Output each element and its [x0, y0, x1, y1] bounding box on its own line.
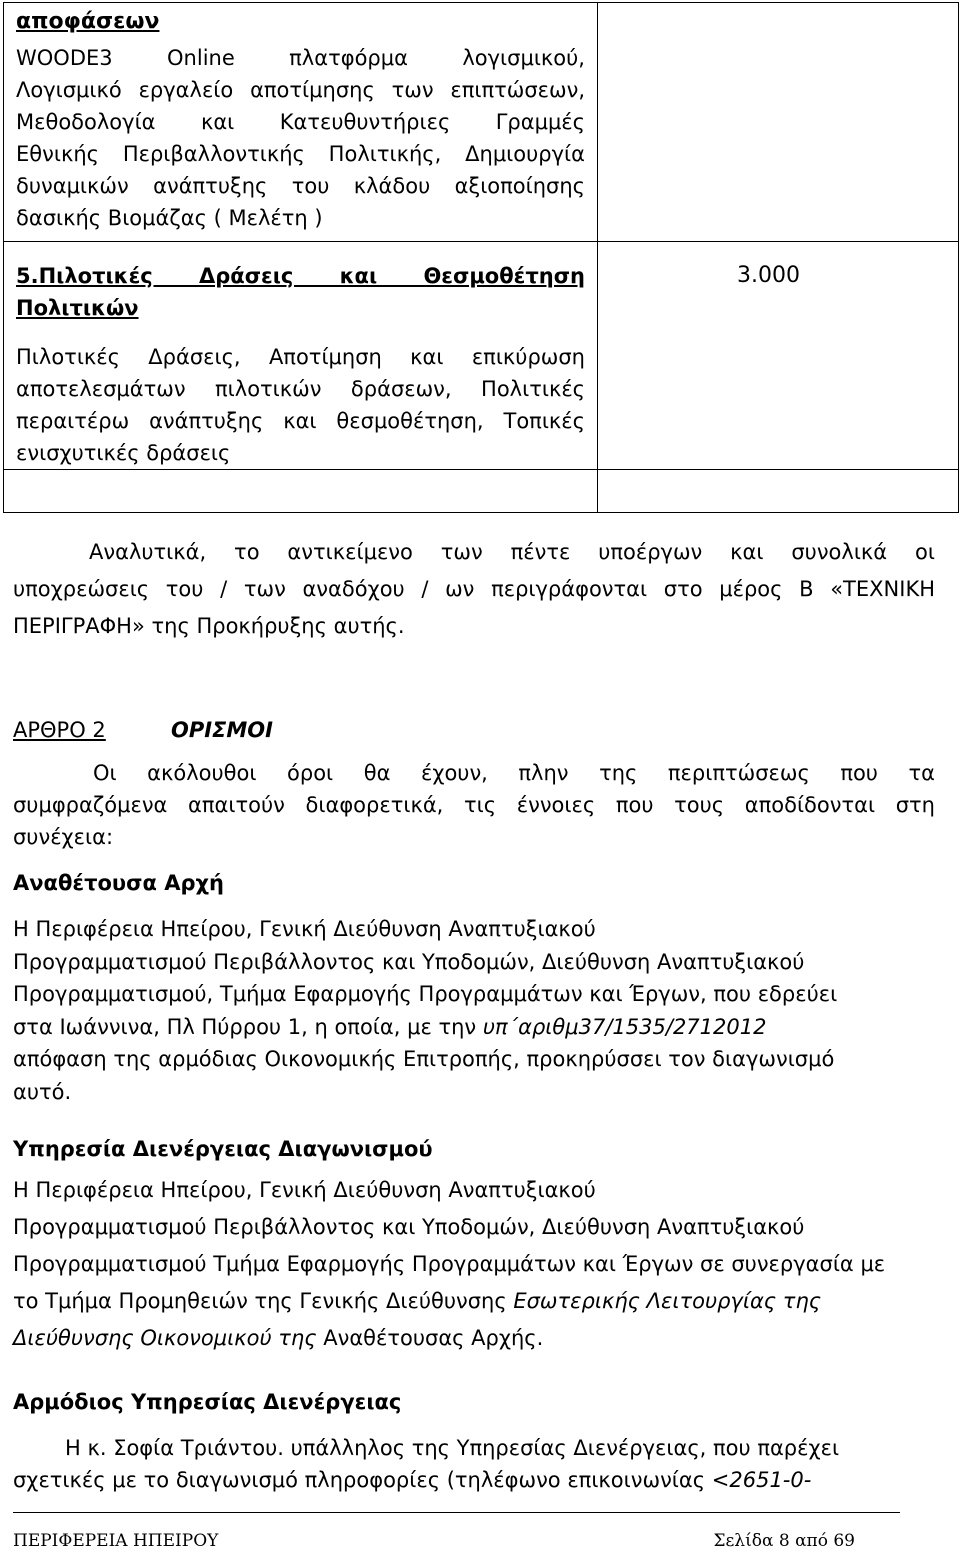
paragraph-line: ΠΕΡΙΓΡΑΦΗ» της Προκήρυξης αυτής. — [13, 614, 405, 638]
line-text: σχετικές με το διαγωνισμό πληροφορίες (τηλέφωνο επικοινωνίας — [13, 1468, 712, 1492]
intro-line: συνέχεια: — [13, 825, 114, 849]
definition-service — [13, 1133, 935, 1165]
row-text-line: Εθνικής Περιβαλλοντικής Πολιτικής, Δημιουργία — [16, 142, 585, 166]
definition-line: Προγραμματισμού, Τμήμα Εφαρμογής Προγραμμάτων και Έργων, που εδρεύει — [13, 982, 838, 1006]
footer-left: ΠΕΡΙΦΕΡΕΙΑ ΗΠΕΙΡΟΥ — [13, 1531, 219, 1551]
row-text-line: περαιτέρω ανάπτυξης και θεσμοθέτηση, Τοπικές — [16, 409, 585, 433]
paragraph-line: υποχρεώσεις του / των αναδόχου / ων περιγράφονται στο μέρος Β «ΤΕΧΝΙΚΗ — [13, 577, 935, 601]
definition-heading: Υπηρεσία Διενέργειας Διαγωνισμού — [13, 1137, 433, 1161]
row-text-line: δασικής Βιομάζας ( Μελέτη ) — [16, 206, 323, 230]
subprojects-table — [3, 2, 959, 513]
definition-line: Η κ. Σοφία Τριάντου. υπάλληλος της Υπηρεσίας Διενέργειας, που παρέχει — [65, 1436, 840, 1460]
row-text-line: δυναμικών ανάπτυξης του κλάδου αξιοποίησης — [16, 174, 585, 198]
definition-line: Προγραμματισμού Τμήμα Εφαρμογής Προγραμμάτων και Έργων σε συνεργασία με — [13, 1252, 886, 1276]
amount-value: 3.000 — [737, 263, 800, 288]
paragraph-line: Αναλυτικά, το αντικείμενο των πέντε υποέργων και συνολικά οι — [89, 540, 935, 564]
definition-contracting-authority — [13, 867, 935, 899]
definition-line: Η Περιφέρεια Ηπείρου, Γενική Διεύθυνση Αναπτυξιακού — [13, 917, 596, 941]
definition-text — [13, 1172, 935, 1357]
definition-line: αυτό. — [13, 1079, 72, 1104]
definition-line: Η Περιφέρεια Ηπείρου, Γενική Διεύθυνση Αναπτυξιακού — [13, 1178, 596, 1202]
article-title: ΟΡΙΣΜΟΙ — [171, 718, 273, 742]
row-text-line: Μεθοδολογία και Κατευθυντήριες Γραμμές — [16, 110, 585, 134]
article-label: ΑΡΘΡΟ 2 — [13, 718, 106, 742]
phone-number: <2651-0- — [711, 1468, 812, 1492]
italic-text: Εσωτερικής Λειτουργίας της — [513, 1289, 822, 1313]
row-text-line: αποτελεσμάτων πιλοτικών δράσεων, Πολιτικές — [16, 377, 585, 401]
row-title: 5.Πιλοτικές Δράσεις και Θεσμοθέτηση — [16, 264, 585, 288]
italic-text: Διεύθυνσης Οικονομικού της — [13, 1326, 317, 1350]
table-cell-description — [4, 242, 598, 470]
row-text-line: ενισχυτικές δράσεις — [16, 441, 231, 465]
definition-competent-officer — [13, 1386, 935, 1418]
definition-line: απόφαση της αρμόδιας Οικονομικής Επιτροπής, προκηρύσσει τον διαγωνισμό — [13, 1047, 835, 1071]
intro-line: συμφραζόμενα απαιτούν διαφορετικά, τις έννοιες που τους αποδίδονται στη — [13, 793, 935, 817]
table-cell-amount-empty — [598, 3, 959, 242]
definition-heading: Αναθέτουσα Αρχή — [13, 871, 224, 895]
line-text: στα Ιωάννινα, Πλ Πύρρου 1, η οποία, με την — [13, 1014, 483, 1039]
definition-text — [13, 1432, 935, 1496]
row-text-line: WOODE3 Online πλατφόρμα λογισμικού, — [16, 46, 585, 70]
table-cell-empty — [598, 470, 959, 513]
definition-text — [13, 913, 935, 1108]
article-heading — [13, 714, 935, 746]
table-cell-amount — [598, 242, 959, 470]
intro-line: Οι ακόλουθοι όροι θα έχουν, πλην της περιπτώσεως που τα — [93, 761, 935, 785]
row-text-line: Λογισμικό εργαλείο αποτίμησης των επιπτώσεων, — [16, 78, 585, 102]
definition-line — [13, 1283, 935, 1320]
definition-line — [13, 1320, 935, 1357]
definitions-intro — [13, 757, 935, 853]
footer-page-number: Σελίδα 8 από 69 — [713, 1531, 855, 1551]
row-text-line: Πιλοτικές Δράσεις, Αποτίμηση και επικύρωση — [16, 345, 585, 369]
table-row — [4, 3, 959, 242]
line-text: Αναθέτουσας Αρχής. — [316, 1326, 544, 1350]
definition-heading: Αρμόδιος Υπηρεσίας Διενέργειας — [13, 1390, 402, 1414]
definition-line — [13, 1464, 935, 1496]
footer-rule — [13, 1512, 900, 1513]
decision-number: υπ΄αριθμ37/1535/2712012 — [482, 1014, 767, 1039]
row-heading: αποφάσεων — [16, 9, 160, 34]
row-title-cont: Πολιτικών — [16, 296, 139, 320]
table-row — [4, 470, 959, 513]
subprojects-paragraph — [13, 534, 935, 645]
table-cell-description — [4, 3, 598, 242]
definition-line: Προγραμματισμού Περιβάλλοντος και Υποδομών, Διεύθυνση Αναπτυξιακού — [13, 949, 805, 974]
definition-line: Προγραμματισμού Περιβάλλοντος και Υποδομών, Διεύθυνση Αναπτυξιακού — [13, 1215, 805, 1239]
definition-line — [13, 1011, 935, 1044]
table-row — [4, 242, 959, 470]
table-cell-empty — [4, 470, 598, 513]
line-text: το Τμήμα Προμηθειών της Γενικής Διεύθυνσης — [13, 1289, 514, 1313]
